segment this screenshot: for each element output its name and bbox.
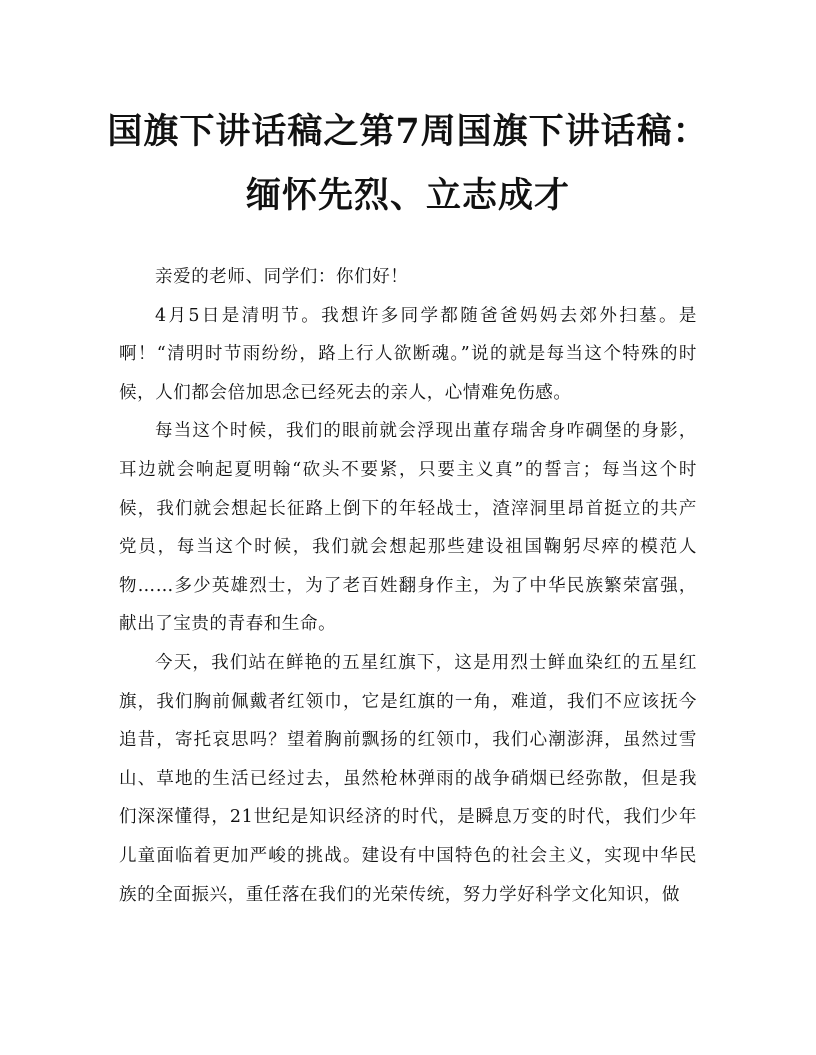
- body-paragraph: 今天，我们站在鲜艳的五星红旗下，这是用烈士鲜血染红的五星红旗，我们胸前佩戴者红领巾，它是红旗的一角，难道，我们不应该抚今追昔，寄托哀思吗？望着胸前飘扬的红领巾，我们心潮澎湃，虽然过雪山、草地的生活已经过去，虽然枪林弹雨的战争硝烟已经弥散，但是我们深深懂得，21世纪是知识经济的时代，是瞬息万变的时代，我们少年儿童面临着更加严峻的挑战。建设有中国特色的社会主义，实现中华民族的全面振兴，重任落在我们的光荣传统，努力学好科学文化知识，做: [119, 652, 697, 905]
- body-paragraph: 每当这个时候，我们的眼前就会浮现出董存瑞舍身咋碉堡的身影，耳边就会响起夏明翰“砍头不要紧，只要主义真”的誓言；每当这个时候，我们就会想起长征路上倒下的年轻战士，渣滓洞里昂首挺立的共产党员，每当这个时候，我们就会想起那些建设祖国鞠躬尽瘁的模范人物……多少英雄烈士，为了老百姓翻身作主，为了中华民族繁荣富强，献出了宝贵的青春和生命。: [119, 421, 697, 635]
- document-title-line-2: 缅怀先烈、立志成才: [245, 175, 570, 216]
- body-paragraph: 4月5日是清明节。我想许多同学都随爸爸妈妈去郊外扫墓。是啊！“清明时节雨纷纷，路上行人欲断魂。”说的就是每当这个特殊的时候，人们都会倍加思念已经死去的亲人，心情难免伤感。: [119, 305, 697, 403]
- document-body: [119, 258, 697, 914]
- greeting-paragraph: 亲爱的老师、同学们：你们好！: [155, 267, 409, 287]
- document-title-line-1: 国旗下讲话稿之第7周国旗下讲话稿：: [107, 111, 709, 152]
